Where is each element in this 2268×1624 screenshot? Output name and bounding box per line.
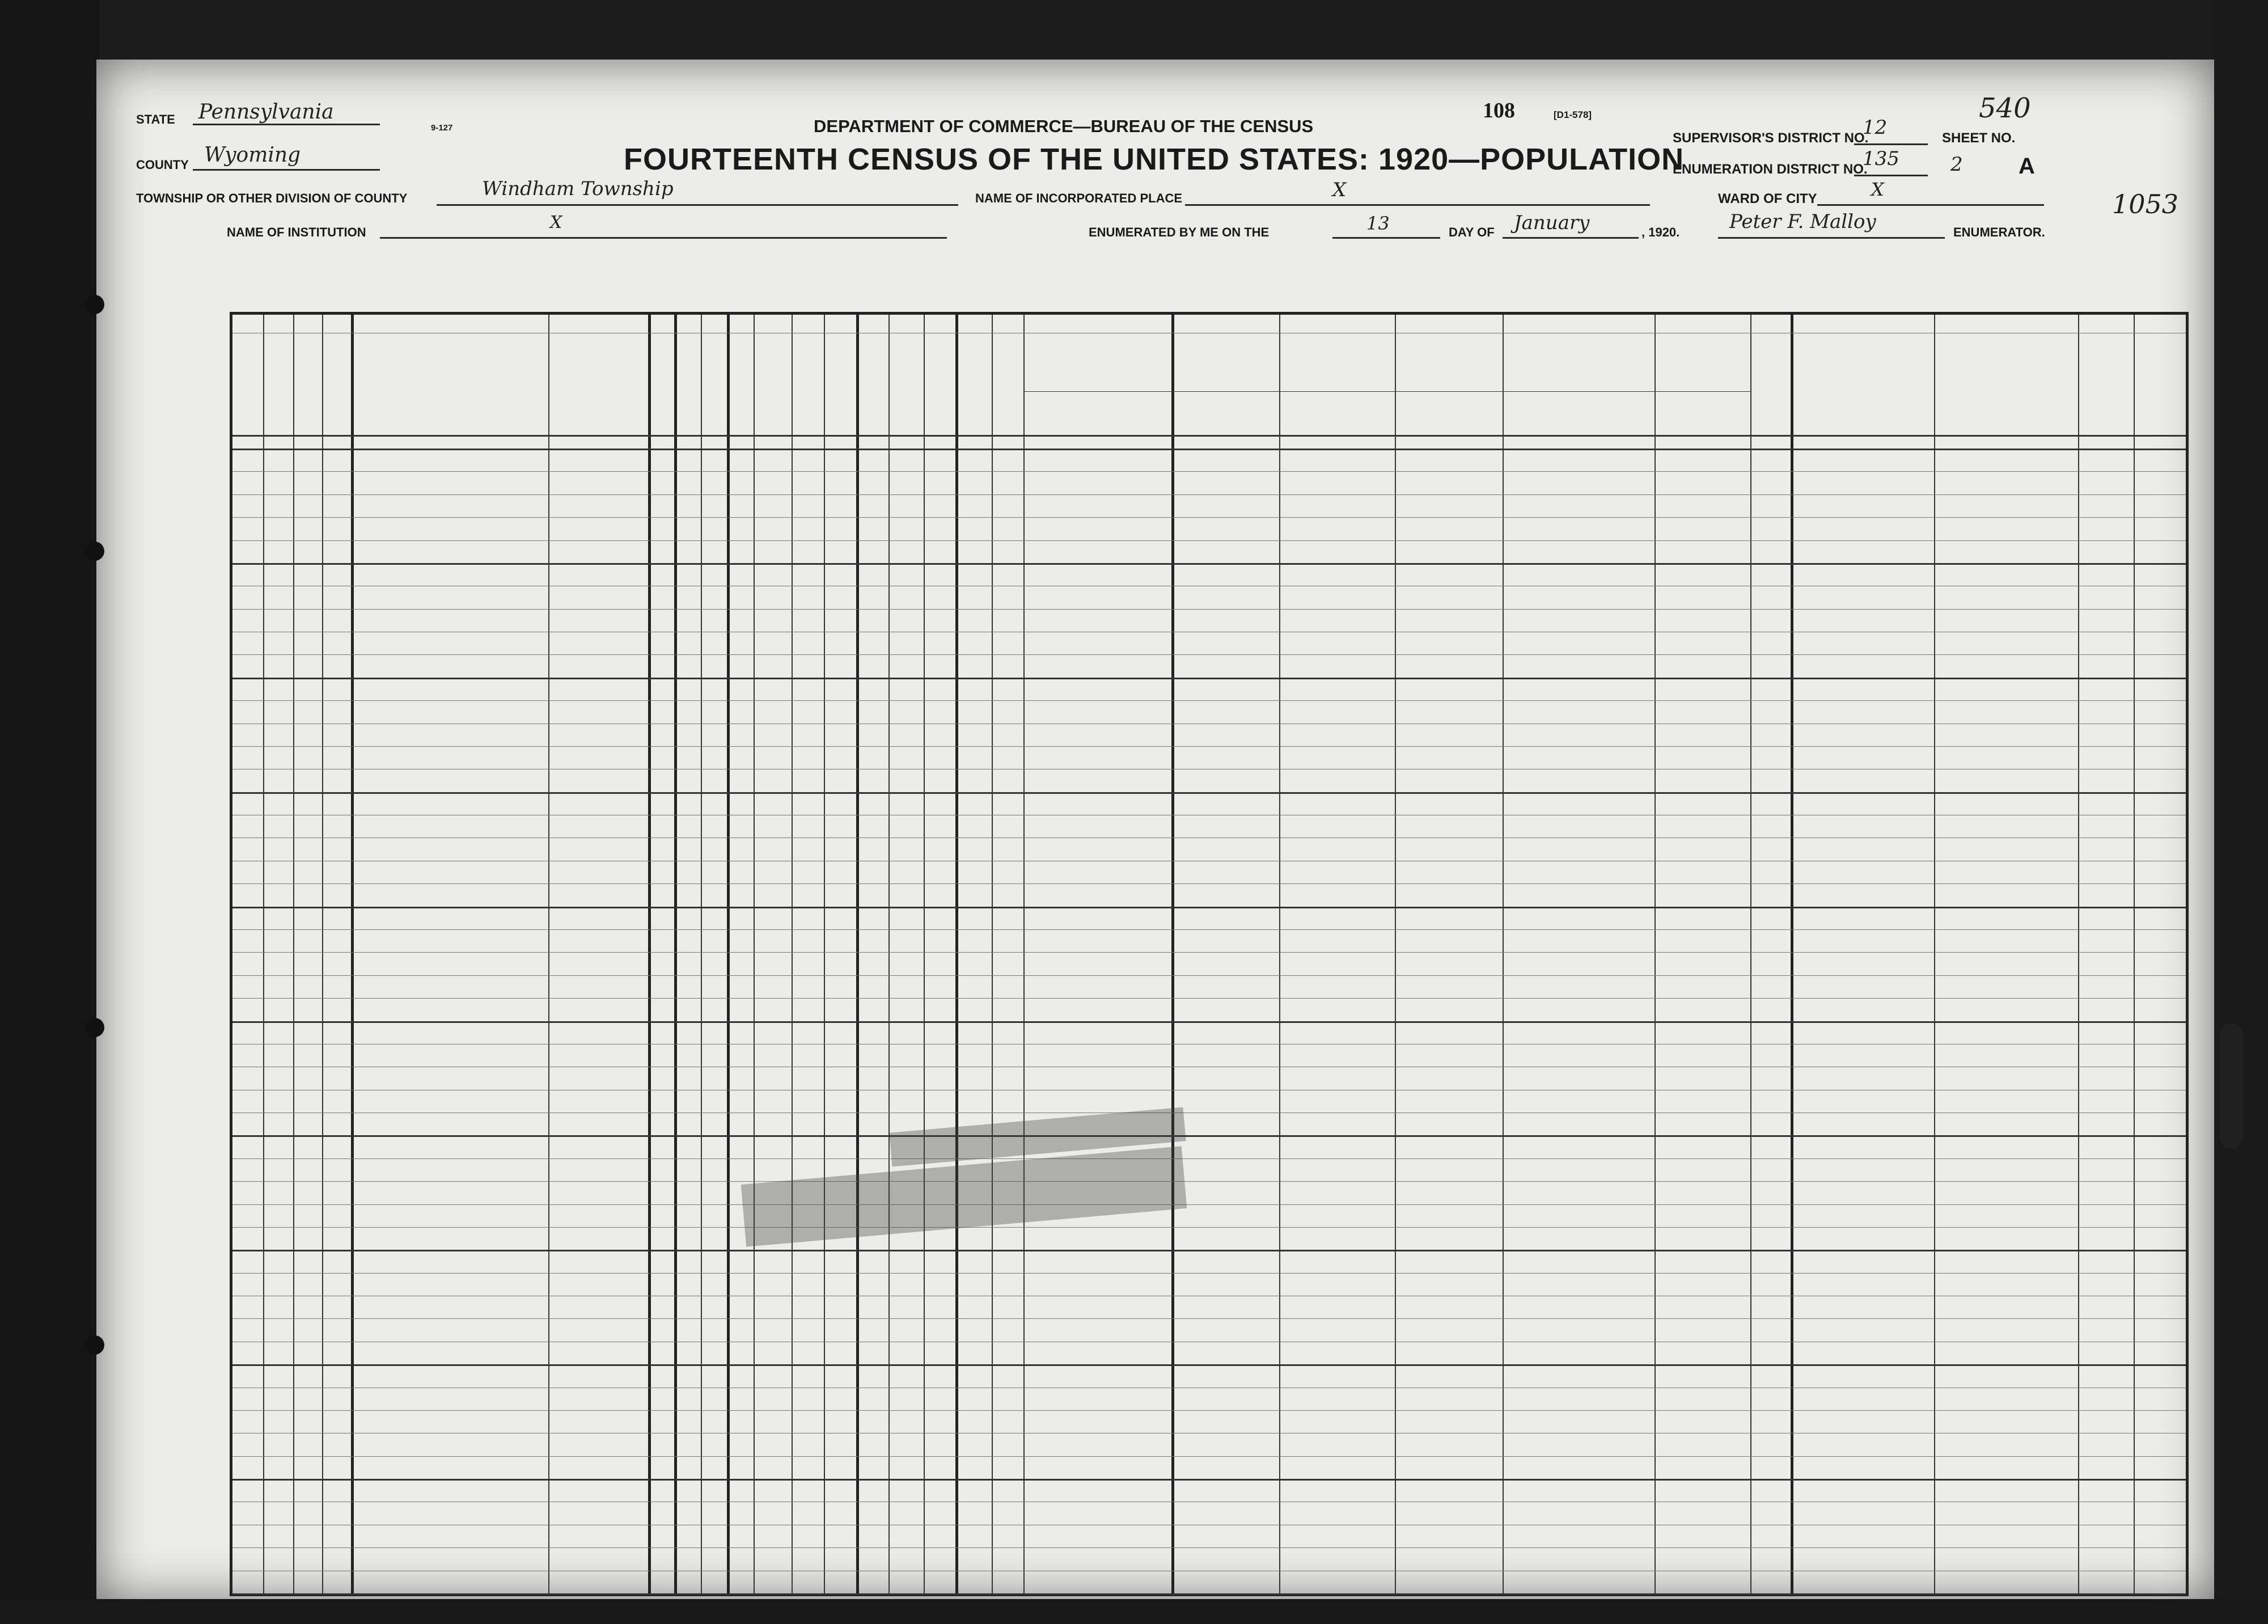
column-rule xyxy=(701,315,702,1593)
table-row-rule xyxy=(232,609,2186,610)
scan-border-left xyxy=(0,0,99,1624)
ward-label: WARD OF CITY xyxy=(1718,191,1817,206)
year-label: , 1920. xyxy=(1641,225,1680,239)
column-rule xyxy=(2134,315,2135,1593)
table-row-rule xyxy=(232,540,2186,541)
column-rule xyxy=(1791,315,1793,1593)
table-row-rule xyxy=(232,907,2186,908)
column-rule xyxy=(1171,315,1174,1593)
column-rule xyxy=(648,315,651,1593)
header-rule xyxy=(232,435,2186,437)
supervisor-label: SUPERVISOR'S DISTRICT NO. xyxy=(1673,130,1869,146)
column-rule xyxy=(1279,315,1280,1593)
table-row-rule xyxy=(232,1318,2186,1319)
census-sheet xyxy=(96,60,2214,1602)
column-rule xyxy=(824,315,825,1593)
township-label: TOWNSHIP OR OTHER DIVISION OF COUNTY xyxy=(136,191,408,205)
table-row-rule xyxy=(232,746,2186,747)
table-row-rule xyxy=(232,1410,2186,1411)
binder-hole-1 xyxy=(85,295,104,314)
table-row-rule xyxy=(232,563,2186,565)
institution-label: NAME OF INSTITUTION xyxy=(227,225,366,239)
column-rule xyxy=(992,315,993,1593)
enumerator-label: ENUMERATOR. xyxy=(1953,225,2045,239)
column-rule xyxy=(1655,315,1656,1593)
township-value: Windham Township xyxy=(482,177,674,200)
binder-hole-3 xyxy=(85,1018,104,1037)
county-value: Wyoming xyxy=(204,143,301,167)
incorporated-value: X xyxy=(1332,179,1347,201)
county-label: COUNTY xyxy=(136,158,189,172)
corner-number: 1053 xyxy=(2112,189,2179,219)
column-rule xyxy=(263,315,264,1593)
column-rule xyxy=(888,315,890,1593)
sheet-value: 2 xyxy=(1950,153,1963,176)
enumerator-name: Peter F. Malloy xyxy=(1729,210,1876,233)
institution-value: X xyxy=(550,213,562,232)
table-row-rule xyxy=(232,1250,2186,1251)
column-rule xyxy=(2078,315,2079,1593)
ink-mark xyxy=(2220,1024,2242,1148)
table-row-rule xyxy=(232,1158,2186,1159)
column-rule xyxy=(1023,315,1025,1593)
table-row-rule xyxy=(232,1364,2186,1366)
census-table xyxy=(230,312,2189,1596)
column-rule xyxy=(1503,315,1504,1593)
enumerated-day: 13 xyxy=(1366,213,1390,234)
sheet-letter: A xyxy=(2019,154,2035,179)
table-row-rule xyxy=(232,952,2186,953)
state-label: STATE xyxy=(136,112,175,126)
column-rule xyxy=(674,315,677,1593)
table-row-rule xyxy=(232,1273,2186,1274)
table-row-rule xyxy=(232,883,2186,884)
page-number: 108 xyxy=(1483,99,1515,122)
day-of-label: DAY OF xyxy=(1449,225,1495,239)
column-rule xyxy=(754,315,755,1593)
binder-hole-4 xyxy=(85,1335,104,1355)
table-row-rule xyxy=(232,792,2186,794)
table-row-rule xyxy=(232,1479,2186,1481)
column-rule xyxy=(856,315,859,1593)
column-rule xyxy=(727,315,730,1593)
subgroup-rule xyxy=(1023,391,1279,392)
column-rule xyxy=(293,315,294,1593)
form-code: [D1-578] xyxy=(1554,109,1592,120)
table-row-rule xyxy=(232,975,2186,976)
table-row-rule xyxy=(232,1181,2186,1182)
binder-hole-2 xyxy=(85,542,104,561)
incorporated-label: NAME OF INCORPORATED PLACE xyxy=(975,191,1183,205)
table-row-rule xyxy=(232,517,2186,518)
table-row-rule xyxy=(232,1456,2186,1457)
column-rule xyxy=(924,315,925,1593)
table-row-rule xyxy=(232,1021,2186,1023)
scan-border-bottom xyxy=(0,1599,2268,1624)
scan-border-right xyxy=(2211,0,2268,1624)
column-rule xyxy=(351,315,354,1593)
subgroup-rule xyxy=(1279,391,1503,392)
table-row-rule xyxy=(232,929,2186,930)
table-row-rule xyxy=(232,1204,2186,1205)
stamp-number: 540 xyxy=(1979,92,2031,124)
column-number-rule xyxy=(232,449,2186,450)
column-rule xyxy=(955,315,958,1593)
enumeration-value: 135 xyxy=(1863,147,1899,170)
supervisor-value: 12 xyxy=(1863,116,1888,139)
subgroup-rule xyxy=(1503,391,1750,392)
table-row-rule xyxy=(232,654,2186,655)
department-title: DEPARTMENT OF COMMERCE—BUREAU OF THE CENSUS xyxy=(814,116,1314,136)
column-rule xyxy=(548,315,549,1593)
enumerated-month: January xyxy=(1514,212,1590,234)
column-rule xyxy=(1934,315,1935,1593)
table-row-rule xyxy=(232,494,2186,495)
column-rule xyxy=(322,315,323,1593)
enumerated-label: ENUMERATED BY ME ON THE xyxy=(1089,225,1270,239)
column-rule xyxy=(1750,315,1751,1593)
table-row-rule xyxy=(232,1135,2186,1137)
sheet-label: SHEET NO. xyxy=(1942,130,2016,146)
enumeration-label: ENUMERATION DISTRICT NO. xyxy=(1673,162,1868,177)
table-row-rule xyxy=(232,1547,2186,1548)
table-row-rule xyxy=(232,700,2186,701)
table-row-rule xyxy=(232,471,2186,472)
table-row-rule xyxy=(232,1227,2186,1228)
state-value: Pennsylvania xyxy=(198,100,334,124)
table-row-rule xyxy=(232,998,2186,999)
form-number: 9-127 xyxy=(431,123,453,133)
table-row-rule xyxy=(232,678,2186,679)
column-rule xyxy=(792,315,793,1593)
ward-value: X xyxy=(1871,179,1884,200)
table-row-rule xyxy=(232,1593,2186,1595)
census-title: FOURTEENTH CENSUS OF THE UNITED STATES: 1920—POPULATION xyxy=(624,142,1685,176)
column-rule xyxy=(1395,315,1396,1593)
